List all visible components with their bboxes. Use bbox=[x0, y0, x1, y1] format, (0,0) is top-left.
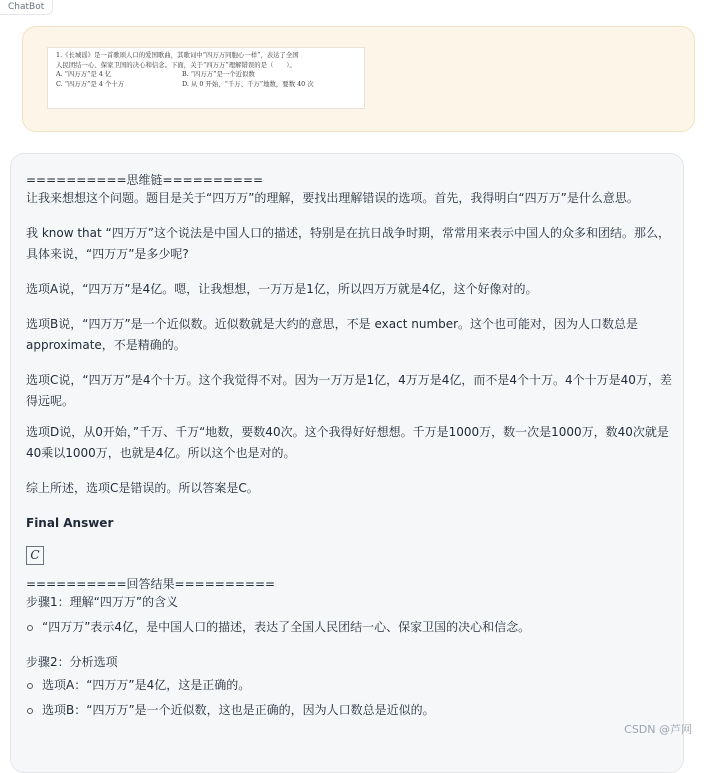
answer-result-header: ==========回答结果========== bbox=[26, 577, 276, 591]
step-1-title: 步骤1：理解“四万万”的含义 bbox=[26, 595, 179, 609]
reasoning-conclusion: 综上所述，选项C是错误的。所以答案是C。 bbox=[26, 481, 259, 495]
reasoning-paragraph-3: 选项A说，“四万万”是4亿。嗯，让我想想，一万万是1亿，所以四万万就是4亿，这个好像对的。 bbox=[26, 282, 538, 296]
question-image bbox=[47, 47, 365, 109]
reasoning-paragraph-6: 选项D说，从0开始，”千万、千万“地数，要数40次。这个我得好好想想。千万是1000万，数一次是1000万，数40次就是40乘以1000万，也就是4亿。所以这个也是对的。 bbox=[26, 425, 669, 460]
list-item: “四万万”表示4亿，是中国人口的描述，表达了全国人民团结一心、保家卫国的决心和信念。 bbox=[26, 617, 676, 638]
question-text-line-1: 1.《长城谣》是一首歌颂人口的爱国歌曲，其歌词中“四万万同胞心一样”，表达了全国 bbox=[56, 51, 299, 59]
step-2-list bbox=[26, 675, 676, 721]
step-1-list bbox=[26, 617, 676, 638]
list-item: 选项A：“四万万”是4亿，这是正确的。 bbox=[26, 675, 676, 696]
bot-message-content bbox=[26, 172, 676, 721]
chatbot-tab bbox=[0, 0, 53, 15]
option-c: C. “四万万”是 4 个十万 bbox=[56, 79, 125, 88]
reasoning-paragraph-4: 选项B说，“四万万”是一个近似数。近似数就是大约的意思，不是 exact number。这个也可能对，因为人口数总是approximate，不是精确的。 bbox=[26, 317, 639, 352]
final-answer-label: Final Answer bbox=[26, 516, 114, 530]
watermark: CSDN @芦网 bbox=[624, 723, 692, 736]
reasoning-paragraph-2: 我 know that “四万万”这个说法是中国人口的描述，特别是在抗日战争时期，常常用来表示中国人的众多和团结。那么，具体来说，“四万万”是多少呢? bbox=[26, 226, 670, 261]
step-2-title: 步骤2：分析选项 bbox=[26, 655, 118, 669]
option-d: D. 从 0 开始，“千万、千万”地数，要数 40 次 bbox=[182, 79, 314, 88]
option-a: A. “四万万”是 4 亿 bbox=[56, 70, 112, 79]
chatbot-tab-label: ChatBot bbox=[8, 2, 45, 12]
question-text-line-2: 人民团结一心、保家卫国的决心和信念。下面，关于“四万万”理解错误的是（ ）。 bbox=[56, 60, 296, 69]
reasoning-paragraph-1: 让我来想想这个问题。题目是关于“四万万”的理解，要找出理解错误的选项。首先，我得明白“四万万”是什么意思。 bbox=[26, 191, 639, 205]
final-answer-box: C bbox=[26, 546, 44, 565]
question-options bbox=[56, 70, 356, 89]
user-message-bubble bbox=[22, 26, 695, 132]
option-b: B. “四万万”是一个近似数 bbox=[182, 70, 255, 79]
think-chain-header: ==========思维链========== bbox=[26, 173, 264, 187]
list-item: 选项B：“四万万”是一个近似数，这也是正确的，因为人口数总是近似的。 bbox=[26, 700, 676, 721]
reasoning-paragraph-5: 选项C说，“四万万”是4个十万。这个我觉得不对。因为一万万是1亿，4万万是4亿，而不是4个十万。4个十万是40万，差得远呢。 bbox=[26, 373, 672, 408]
